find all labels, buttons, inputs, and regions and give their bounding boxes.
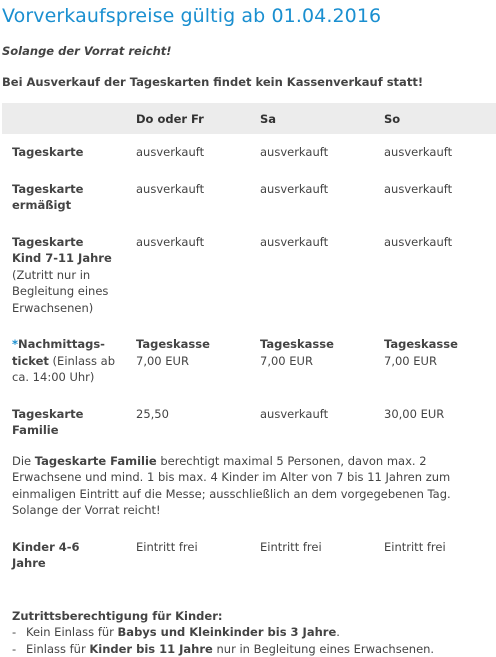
list-item bbox=[12, 624, 496, 641]
row-label-line2: Familie bbox=[12, 423, 59, 437]
cell-head: Tageskasse bbox=[260, 336, 374, 353]
cell-do-fr: ausverkauft bbox=[126, 224, 250, 327]
row-label-line2: ticket bbox=[12, 354, 49, 368]
cell-so: ausverkauft bbox=[374, 224, 496, 327]
row-label-sub: (Einlass ab ca. 14:00 Uhr) bbox=[12, 354, 115, 385]
cell-sa: ausverkauft bbox=[250, 171, 374, 224]
cell-head: Tageskasse bbox=[136, 336, 250, 353]
table-row-kinder46 bbox=[2, 529, 496, 582]
cell-sa: ausverkauft bbox=[250, 134, 374, 171]
info-text: berechtigt maximal 5 Personen, davon max. 2 Erwachsene und mind. 1 bis max. 4 Kinder im Alter von 7 bis 11 Jahren zum einmaligen Eintritt auf die Messe; ausschließlich an dem vorgegebenen Tag. Solange der Vorrat reicht! bbox=[12, 454, 451, 518]
cell-so: Eintritt frei bbox=[374, 529, 496, 582]
header-do-fr: Do oder Fr bbox=[126, 103, 250, 134]
list-text-bold: Babys und Kleinkinder bis 3 Jahre bbox=[118, 625, 337, 639]
row-label bbox=[2, 171, 126, 224]
row-label-sub: (Zutritt nur in Begleitung eines Erwachsenen) bbox=[12, 267, 126, 317]
row-label: Tageskarte bbox=[2, 134, 126, 171]
list-item bbox=[12, 641, 496, 657]
row-label-line1: Tageskarte bbox=[12, 407, 83, 421]
cell-price: 7,00 EUR bbox=[136, 354, 189, 368]
cell-sa: Eintritt frei bbox=[250, 529, 374, 582]
list-text: nur in Begleitung eines Erwachsenen. bbox=[213, 642, 434, 656]
table-row-familie-info bbox=[2, 449, 496, 529]
cell-head: Tageskasse bbox=[384, 336, 496, 353]
table-row-tageskarte bbox=[2, 134, 496, 171]
cell-so: ausverkauft bbox=[374, 134, 496, 171]
header-so: So bbox=[374, 103, 496, 134]
table-row-nachmittag bbox=[2, 326, 496, 396]
header-empty bbox=[2, 103, 126, 134]
cell-sa: ausverkauft bbox=[250, 396, 374, 449]
list-text: Einlass für bbox=[26, 642, 89, 656]
row-label-line1: Nachmittags- bbox=[18, 337, 105, 351]
info-text: Die bbox=[12, 454, 35, 468]
list-text: . bbox=[336, 625, 340, 639]
cell-do-fr: 25,50 bbox=[126, 396, 250, 449]
cell-do-fr bbox=[126, 326, 250, 396]
row-label bbox=[2, 396, 126, 449]
list-dash: - bbox=[12, 641, 26, 657]
price-table bbox=[2, 103, 496, 582]
kinder-section-heading: Zutrittsberechtigung für Kinder: bbox=[12, 608, 496, 625]
cell-sa: ausverkauft bbox=[250, 224, 374, 327]
list-dash: - bbox=[12, 624, 26, 641]
stock-note: Solange der Vorrat reicht! bbox=[2, 43, 496, 59]
table-header-row bbox=[2, 103, 496, 134]
header-sa: Sa bbox=[250, 103, 374, 134]
row-label-line1: Kinder 4-6 bbox=[12, 540, 80, 554]
row-label-line1: Tageskarte bbox=[12, 182, 83, 196]
table-row-kind bbox=[2, 224, 496, 327]
info-text-bold: Tageskarte Familie bbox=[35, 454, 157, 468]
table-row-ermaessigt bbox=[2, 171, 496, 224]
cell-so bbox=[374, 326, 496, 396]
row-label-line2: ermäßigt bbox=[12, 198, 71, 212]
row-label bbox=[2, 224, 126, 327]
cell-do-fr: Eintritt frei bbox=[126, 529, 250, 582]
cell-price: 7,00 EUR bbox=[260, 354, 313, 368]
table-row-familie bbox=[2, 396, 496, 449]
cell-do-fr: ausverkauft bbox=[126, 171, 250, 224]
row-label-line2: Kind 7-11 Jahre bbox=[12, 251, 112, 265]
cell-sa bbox=[250, 326, 374, 396]
cell-so: 30,00 EUR bbox=[374, 396, 496, 449]
kinder-section bbox=[12, 608, 496, 657]
row-label-line2: Jahre bbox=[12, 556, 46, 570]
list-text-bold: Kinder bis 11 Jahre bbox=[89, 642, 212, 656]
cell-so: ausverkauft bbox=[374, 171, 496, 224]
row-label bbox=[2, 326, 126, 396]
row-label bbox=[2, 529, 126, 582]
cell-price: 7,00 EUR bbox=[384, 354, 437, 368]
familie-info-text bbox=[2, 449, 496, 529]
row-label-line1: Tageskarte bbox=[12, 235, 83, 249]
asterisk-mark: * bbox=[12, 337, 18, 351]
sold-out-note: Bei Ausverkauf der Tageskarten findet kein Kassenverkauf statt! bbox=[2, 74, 496, 90]
list-text: Kein Einlass für bbox=[26, 625, 118, 639]
cell-do-fr: ausverkauft bbox=[126, 134, 250, 171]
page-title: Vorverkaufspreise gültig ab 01.04.2016 bbox=[2, 0, 496, 28]
